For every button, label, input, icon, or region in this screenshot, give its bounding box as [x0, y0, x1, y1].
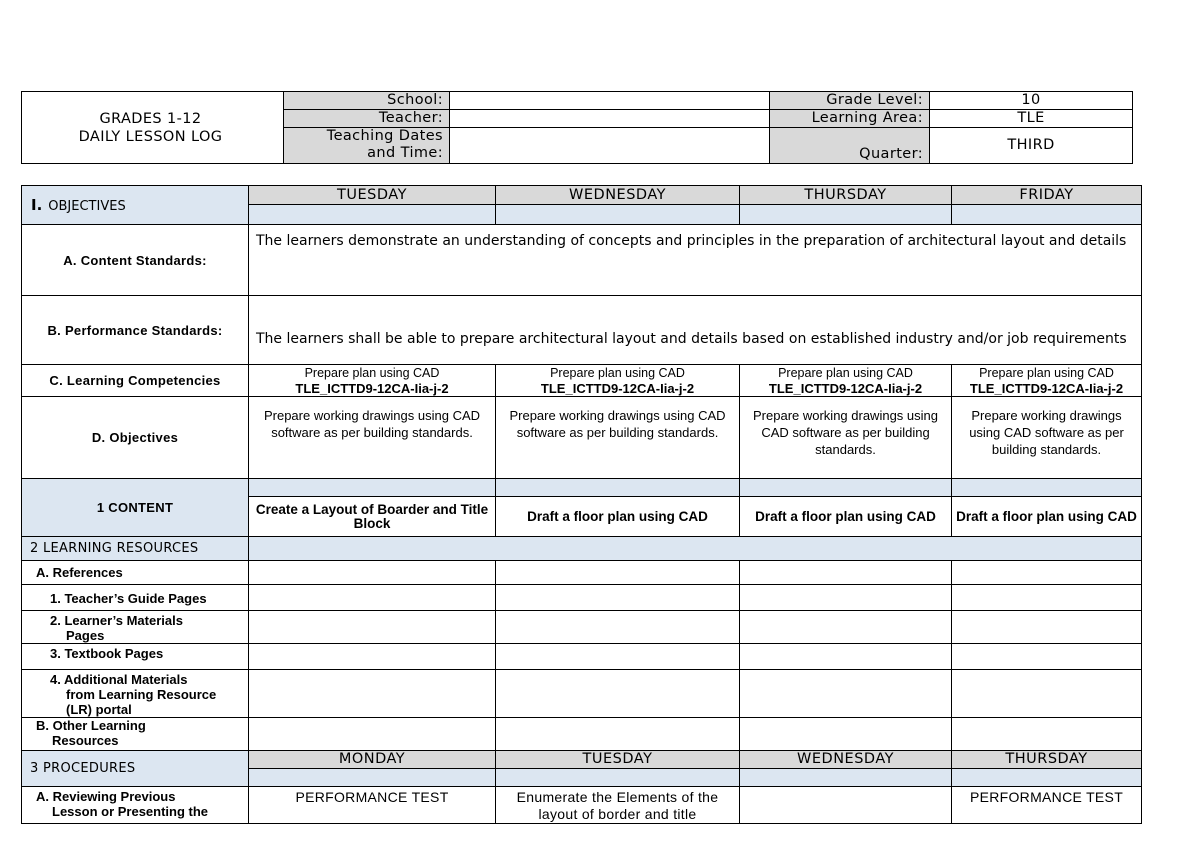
day-header: FRIDAY [952, 186, 1142, 205]
learning-resources-label: 2 LEARNING RESOURCES [22, 537, 249, 561]
competency-text: Prepare plan using CAD [304, 365, 440, 380]
lesson-log-header [21, 91, 1133, 164]
reviewing-previous-label [22, 787, 249, 824]
other-resources-line2: Resources [52, 733, 119, 748]
resource-cell [496, 611, 740, 644]
references-label: A. References [22, 561, 249, 585]
learners-materials-label [22, 611, 249, 644]
competency-cell [740, 365, 952, 397]
day-subheader-cell [952, 205, 1142, 225]
additional-materials-label [22, 670, 249, 718]
competency-text: Prepare plan using CAD [778, 365, 913, 380]
content-cell: Draft a floor plan using CAD [952, 497, 1142, 537]
resource-cell [249, 644, 496, 670]
procedure-cell: PERFORMANCE TEST [952, 787, 1142, 824]
resource-cell [952, 670, 1142, 718]
day-subheader-cell [496, 205, 740, 225]
reviewing-previous-line2: Lesson or Presenting the [52, 804, 209, 819]
day-header: WEDNESDAY [740, 751, 952, 769]
day-subheader-cell [952, 769, 1142, 787]
competency-code: TLE_ICTTD9-12CA-Iia-j-2 [540, 380, 695, 396]
competency-code: TLE_ICTTD9-12CA-Iia-j-2 [969, 380, 1124, 396]
competency-code: TLE_ICTTD9-12CA-Iia-j-2 [295, 380, 449, 396]
content-cell: Draft a floor plan using CAD [740, 497, 952, 537]
resource-cell [952, 644, 1142, 670]
resource-cell [496, 585, 740, 611]
content-blank-cell [952, 479, 1142, 497]
competency-code: TLE_ICTTD9-12CA-Iia-j-2 [768, 380, 923, 396]
resource-cell [740, 611, 952, 644]
content-cell: Create a Layout of Boarder and Title Block [249, 497, 496, 537]
learners-materials-line2: Pages [66, 628, 105, 643]
log-title-line1: GRADES 1-12 [99, 110, 202, 127]
day-subheader-cell [249, 205, 496, 225]
competency-cell [952, 365, 1142, 397]
objective-cell: Prepare working drawings using CAD software as per building standards. [249, 397, 496, 479]
day-subheader-cell [740, 769, 952, 787]
procedure-cell: Enumerate the Elements of the layout of border and title [496, 787, 740, 824]
quarter-value[interactable]: THIRD [930, 128, 1133, 164]
resource-cell [740, 644, 952, 670]
teacher-field[interactable] [450, 110, 770, 128]
competency-text: Prepare plan using CAD [550, 365, 685, 380]
additional-materials-line1: 4. Additional Materials [50, 672, 188, 687]
learning-competencies-label: C. Learning Competencies [22, 365, 249, 397]
content-blank-cell [496, 479, 740, 497]
log-title-line2: DAILY LESSON LOG [78, 128, 223, 145]
learners-materials-line1: 2. Learner’s Materials [50, 613, 183, 628]
resource-cell [740, 561, 952, 585]
day-header: WEDNESDAY [496, 186, 740, 205]
performance-standards-label: B. Performance Standards: [22, 296, 249, 365]
teaching-dates-field[interactable] [450, 128, 770, 164]
teaching-dates-label [284, 128, 450, 164]
resource-cell [496, 670, 740, 718]
day-subheader-cell [740, 205, 952, 225]
textbook-pages-label: 3. Textbook Pages [22, 644, 249, 670]
objectives-row-label: D. Objectives [22, 397, 249, 479]
day-header: THURSDAY [740, 186, 952, 205]
teachers-guide-label: 1. Teacher’s Guide Pages [22, 585, 249, 611]
school-label: School: [284, 92, 450, 110]
reviewing-previous-line1: A. Reviewing Previous [36, 789, 176, 804]
day-header: MONDAY [249, 751, 496, 769]
day-subheader-cell [249, 769, 496, 787]
quarter-label: Quarter: [770, 128, 930, 164]
resource-cell [496, 644, 740, 670]
objectives-label: OBJECTIVES [48, 199, 126, 214]
resource-cell [496, 718, 740, 751]
procedures-label: 3 PROCEDURES [22, 751, 249, 787]
day-header: TUESDAY [249, 186, 496, 205]
resource-cell [740, 585, 952, 611]
resource-cell [249, 670, 496, 718]
resource-cell [249, 585, 496, 611]
log-title [22, 92, 284, 164]
additional-materials-line3: (LR) portal [66, 702, 132, 717]
content-blank-cell [740, 479, 952, 497]
resource-cell [249, 611, 496, 644]
learning-resources-bar [249, 537, 1142, 561]
day-subheader-cell [496, 769, 740, 787]
teaching-dates-label-line1: Teaching Dates [326, 128, 443, 144]
content-blank-cell [249, 479, 496, 497]
other-resources-line1: B. Other Learning [36, 718, 146, 733]
objective-cell: Prepare working drawings using CAD software as per building standards. [740, 397, 952, 479]
grade-level-label: Grade Level: [770, 92, 930, 110]
content-standards-label: A. Content Standards: [22, 225, 249, 296]
objective-cell: Prepare working drawings using CAD software as per building standards. [952, 397, 1142, 479]
school-field[interactable] [450, 92, 770, 110]
procedure-cell [740, 787, 952, 824]
resource-cell [740, 718, 952, 751]
performance-standards-text: The learners shall be able to prepare architectural layout and details based on established industry and/or job requirements [249, 296, 1142, 365]
other-resources-label [22, 718, 249, 751]
lesson-log-table [21, 185, 1142, 824]
teaching-dates-label-line2: and Time: [367, 145, 443, 161]
content-section-label: 1 CONTENT [22, 479, 249, 537]
content-cell: Draft a floor plan using CAD [496, 497, 740, 537]
content-standards-text: The learners demonstrate an understanding of concepts and principles in the preparation of architectural layout and details [249, 225, 1142, 296]
additional-materials-line2: from Learning Resource [66, 687, 217, 702]
resource-cell [952, 561, 1142, 585]
day-header: THURSDAY [952, 751, 1142, 769]
learning-area-value[interactable]: TLE [930, 110, 1133, 128]
grade-level-value[interactable]: 10 [930, 92, 1133, 110]
resource-cell [249, 561, 496, 585]
procedure-cell: PERFORMANCE TEST [249, 787, 496, 824]
competency-cell [249, 365, 496, 397]
objectives-section-header [22, 186, 249, 225]
resource-cell [952, 718, 1142, 751]
learning-area-label: Learning Area: [770, 110, 930, 128]
resource-cell [249, 718, 496, 751]
resource-cell [496, 561, 740, 585]
objectives-number: I. [31, 196, 43, 214]
competency-cell [496, 365, 740, 397]
day-header: TUESDAY [496, 751, 740, 769]
resource-cell [740, 670, 952, 718]
objective-cell: Prepare working drawings using CAD software as per building standards. [496, 397, 740, 479]
resource-cell [952, 585, 1142, 611]
competency-text: Prepare plan using CAD [979, 365, 1114, 380]
teacher-label: Teacher: [284, 110, 450, 128]
resource-cell [952, 611, 1142, 644]
